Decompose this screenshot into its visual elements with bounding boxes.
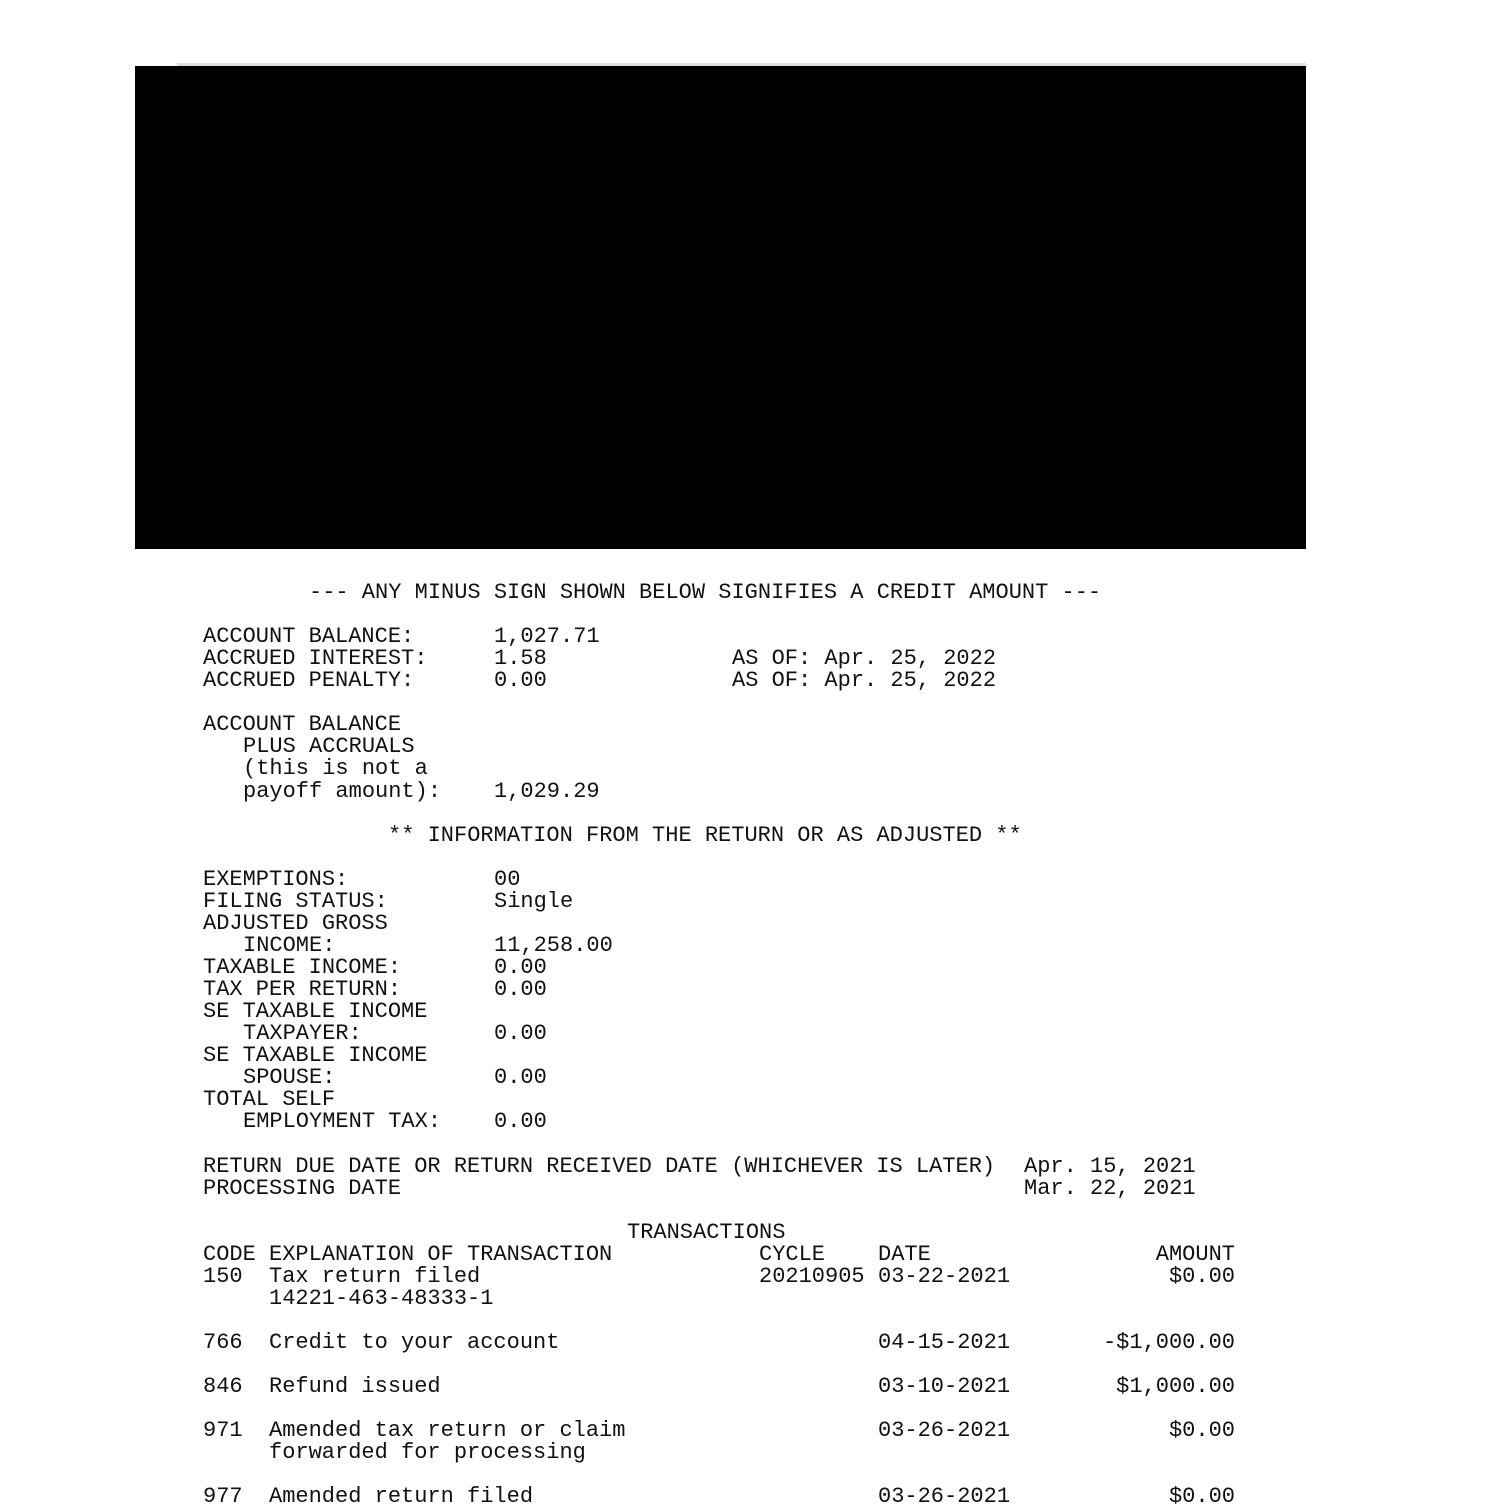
agi-label: INCOME: <box>243 933 336 958</box>
row-amount: $0.00 <box>1168 1484 1235 1509</box>
agi-value: 11,258.00 <box>494 933 613 958</box>
row-amount: -$1,000.00 <box>1102 1330 1235 1355</box>
row-code: 846 <box>203 1374 243 1399</box>
row-date: 03-26-2021 <box>878 1484 1011 1509</box>
row-code: 977 <box>203 1484 243 1509</box>
row-explanation: Tax return filed <box>269 1264 481 1289</box>
se-spouse-value: 0.00 <box>494 1065 547 1090</box>
redacted-header-block <box>135 66 1306 549</box>
row-date: 03-22-2021 <box>878 1264 1011 1289</box>
row-code: 971 <box>203 1418 243 1443</box>
plus-accruals-label: (this is not a <box>243 756 428 781</box>
due-date-label: RETURN DUE DATE OR RETURN RECEIVED DATE (WHICHEVER IS LATER) <box>203 1154 996 1179</box>
accrued-penalty-asof: AS OF: Apr. 25, 2022 <box>732 668 997 693</box>
plus-accruals-label: PLUS ACCRUALS <box>243 734 415 759</box>
se-tax-value: 0.00 <box>494 1109 547 1134</box>
due-date-value: Apr. 15, 2021 <box>1024 1154 1196 1179</box>
plus-accruals-value: 1,029.29 <box>494 779 600 804</box>
row-date: 03-10-2021 <box>878 1374 1011 1399</box>
row-amount: $0.00 <box>1168 1264 1235 1289</box>
accrued-interest-label: ACCRUED INTEREST: <box>203 646 428 671</box>
accrued-interest-asof: AS OF: Apr. 25, 2022 <box>732 646 997 671</box>
exemptions-label: EXEMPTIONS: <box>203 867 349 892</box>
taxable-income-value: 0.00 <box>494 955 547 980</box>
header-explanation: EXPLANATION OF TRANSACTION <box>269 1242 613 1267</box>
se-taxpayer-label: TAXPAYER: <box>243 1021 362 1046</box>
header-date: DATE <box>878 1242 931 1267</box>
transactions-title: TRANSACTIONS <box>627 1220 786 1245</box>
header-amount: AMOUNT <box>1155 1242 1235 1267</box>
exemptions-value: 00 <box>494 867 521 892</box>
processing-date-label: PROCESSING DATE <box>203 1176 402 1201</box>
se-spouse-label: SPOUSE: <box>243 1065 336 1090</box>
info-heading: ** INFORMATION FROM THE RETURN OR AS ADJUSTED ** <box>388 823 1022 848</box>
tax-per-return-label: TAX PER RETURN: <box>203 977 402 1002</box>
accrued-penalty-label: ACCRUED PENALTY: <box>203 668 415 693</box>
se-taxpayer-value: 0.00 <box>494 1021 547 1046</box>
plus-accruals-label: ACCOUNT BALANCE <box>203 712 402 737</box>
taxable-income-label: TAXABLE INCOME: <box>203 955 402 980</box>
tax-per-return-value: 0.00 <box>494 977 547 1002</box>
row-explanation: Credit to your account <box>269 1330 560 1355</box>
row-code: 766 <box>203 1330 243 1355</box>
row-amount: $1,000.00 <box>1116 1374 1235 1399</box>
row-explanation-detail: forwarded for processing <box>269 1440 586 1465</box>
row-explanation: Refund issued <box>269 1374 441 1399</box>
row-explanation-detail: 14221-463-48333-1 <box>269 1286 494 1311</box>
row-date: 04-15-2021 <box>878 1330 1011 1355</box>
agi-label: ADJUSTED GROSS <box>203 911 388 936</box>
row-amount: $0.00 <box>1168 1418 1235 1443</box>
row-code: 150 <box>203 1264 243 1289</box>
filing-status-value: Single <box>494 889 574 914</box>
header-cycle: CYCLE <box>759 1242 826 1267</box>
row-cycle: 20210905 <box>759 1264 865 1289</box>
plus-accruals-label: payoff amount): <box>243 779 442 804</box>
header-code: CODE <box>203 1242 256 1267</box>
row-explanation: Amended return filed <box>269 1484 534 1509</box>
accrued-interest-value: 1.58 <box>494 646 547 671</box>
credit-notice: --- ANY MINUS SIGN SHOWN BELOW SIGNIFIES A CREDIT AMOUNT --- <box>309 580 1102 605</box>
account-balance-value: 1,027.71 <box>494 624 600 649</box>
accrued-penalty-value: 0.00 <box>494 668 547 693</box>
filing-status-label: FILING STATUS: <box>203 889 388 914</box>
se-tax-label: EMPLOYMENT TAX: <box>243 1109 442 1134</box>
se-tax-label: TOTAL SELF <box>203 1087 336 1112</box>
row-date: 03-26-2021 <box>878 1418 1011 1443</box>
processing-date-value: Mar. 22, 2021 <box>1024 1176 1196 1201</box>
account-balance-label: ACCOUNT BALANCE: <box>203 624 415 649</box>
row-explanation: Amended tax return or claim <box>269 1418 626 1443</box>
se-spouse-label: SE TAXABLE INCOME <box>203 1043 428 1068</box>
se-taxpayer-label: SE TAXABLE INCOME <box>203 999 428 1024</box>
